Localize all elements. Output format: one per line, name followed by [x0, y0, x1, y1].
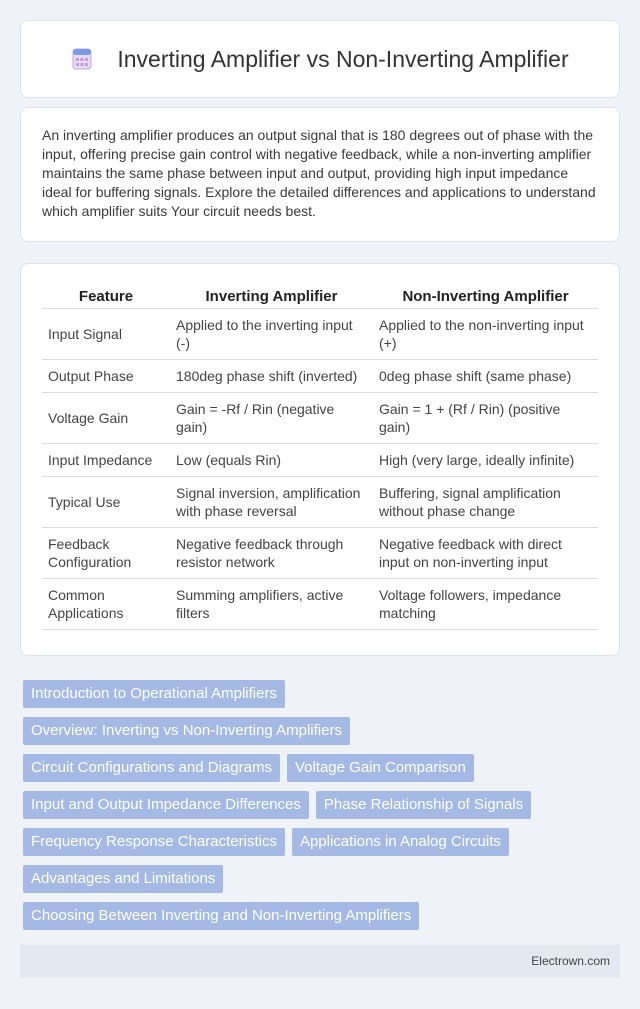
feature-cell: Typical Use — [42, 477, 170, 528]
page-title: Inverting Amplifier vs Non-Inverting Amplifier — [117, 45, 569, 72]
non-inverting-cell: Negative feedback with direct input on non-inverting input — [373, 528, 598, 579]
header-non-inverting: Non-Inverting Amplifier — [373, 284, 598, 309]
tag-overview[interactable]: Overview: Inverting vs Non-Inverting Amplifiers — [23, 717, 350, 745]
tag-circuit-configurations[interactable]: Circuit Configurations and Diagrams — [23, 754, 280, 782]
inverting-cell: Gain = -Rf / Rin (negative gain) — [170, 393, 373, 444]
tag-row — [23, 754, 623, 782]
table-row — [42, 393, 598, 444]
table-row — [42, 309, 598, 360]
inverting-cell: 180deg phase shift (inverted) — [170, 360, 373, 393]
calculator-icon — [71, 48, 93, 70]
title-card — [20, 20, 620, 98]
tag-row — [23, 791, 623, 819]
tag-row — [23, 902, 623, 930]
tag-row — [23, 828, 623, 856]
feature-cell: Input Signal — [42, 309, 170, 360]
feature-cell: Voltage Gain — [42, 393, 170, 444]
tag-advantages[interactable]: Advantages and Limitations — [23, 865, 223, 893]
intro-text: An inverting amplifier produces an output signal that is 180 degrees out of phase with the input, offering precise gain control with negative feedback, while a non-inverting amplifier maintains the same phase between input and output, providing high input impedance ideal for buffering signals. Explore the detailed differences and applications to understand which amplifier suits Your circuit needs best. — [42, 127, 596, 219]
feature-cell: Common Applications — [42, 579, 170, 630]
tag-intro-op-amps[interactable]: Introduction to Operational Amplifiers — [23, 680, 285, 708]
tag-impedance[interactable]: Input and Output Impedance Differences — [23, 791, 309, 819]
table-header-row — [42, 284, 598, 309]
header-feature: Feature — [42, 284, 170, 309]
non-inverting-cell: Gain = 1 + (Rf / Rin) (positive gain) — [373, 393, 598, 444]
inverting-cell: Negative feedback through resistor network — [170, 528, 373, 579]
footer-site-name[interactable]: Electrown.com — [531, 954, 610, 968]
table-row — [42, 528, 598, 579]
table-row — [42, 444, 598, 477]
tag-row — [23, 865, 623, 893]
inverting-cell: Signal inversion, amplification with phase reversal — [170, 477, 373, 528]
table-row — [42, 360, 598, 393]
inverting-cell: Applied to the inverting input (-) — [170, 309, 373, 360]
non-inverting-cell: High (very large, ideally infinite) — [373, 444, 598, 477]
table-row — [42, 477, 598, 528]
feature-cell: Output Phase — [42, 360, 170, 393]
header-inverting: Inverting Amplifier — [170, 284, 373, 309]
feature-cell: Feedback Configuration — [42, 528, 170, 579]
footer — [20, 945, 620, 978]
non-inverting-cell: 0deg phase shift (same phase) — [373, 360, 598, 393]
intro-card — [20, 107, 620, 242]
inverting-cell: Summing amplifiers, active filters — [170, 579, 373, 630]
feature-cell: Input Impedance — [42, 444, 170, 477]
tag-phase-relationship[interactable]: Phase Relationship of Signals — [316, 791, 531, 819]
comparison-table — [42, 284, 598, 630]
tag-voltage-gain[interactable]: Voltage Gain Comparison — [287, 754, 474, 782]
tag-choosing[interactable]: Choosing Between Inverting and Non-Inverting Amplifiers — [23, 902, 419, 930]
tag-row — [23, 717, 623, 745]
tag-row — [23, 680, 623, 708]
tag-applications[interactable]: Applications in Analog Circuits — [292, 828, 509, 856]
non-inverting-cell: Applied to the non-inverting input (+) — [373, 309, 598, 360]
topic-tags — [23, 680, 623, 939]
table-row — [42, 579, 598, 630]
non-inverting-cell: Voltage followers, impedance matching — [373, 579, 598, 630]
non-inverting-cell: Buffering, signal amplification without phase change — [373, 477, 598, 528]
tag-frequency-response[interactable]: Frequency Response Characteristics — [23, 828, 285, 856]
comparison-table-card — [20, 263, 620, 656]
inverting-cell: Low (equals Rin) — [170, 444, 373, 477]
